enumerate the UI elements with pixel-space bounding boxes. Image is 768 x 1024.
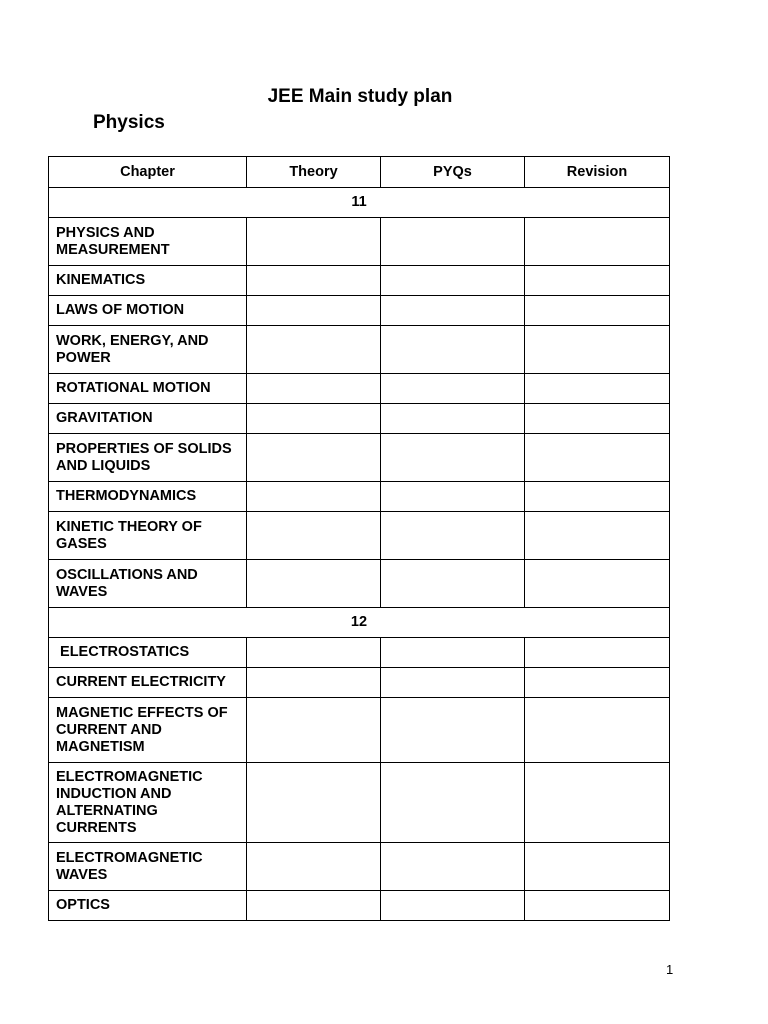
table-row — [49, 512, 670, 560]
revision-cell[interactable] — [525, 434, 670, 482]
chapter-cell: OSCILLATIONS AND WAVES — [49, 560, 247, 608]
pyqs-cell[interactable] — [381, 668, 525, 698]
pyqs-cell[interactable] — [381, 296, 525, 326]
table-row — [49, 482, 670, 512]
pyqs-cell[interactable] — [381, 326, 525, 374]
section-label: 11 — [49, 188, 670, 218]
pyqs-cell[interactable] — [381, 638, 525, 668]
pyqs-cell[interactable] — [381, 891, 525, 921]
theory-cell[interactable] — [247, 698, 381, 763]
pyqs-cell[interactable] — [381, 434, 525, 482]
revision-cell[interactable] — [525, 296, 670, 326]
pyqs-cell[interactable] — [381, 266, 525, 296]
theory-cell[interactable] — [247, 404, 381, 434]
chapter-cell: WORK, ENERGY, AND POWER — [49, 326, 247, 374]
theory-cell[interactable] — [247, 763, 381, 843]
chapter-cell: PROPERTIES OF SOLIDS AND LIQUIDS — [49, 434, 247, 482]
table-row — [49, 374, 670, 404]
table-row — [49, 218, 670, 266]
theory-cell[interactable] — [247, 296, 381, 326]
theory-cell[interactable] — [247, 218, 381, 266]
theory-cell[interactable] — [247, 891, 381, 921]
pyqs-cell[interactable] — [381, 374, 525, 404]
section-row — [49, 188, 670, 218]
chapter-cell: KINEMATICS — [49, 266, 247, 296]
theory-cell[interactable] — [247, 434, 381, 482]
revision-cell[interactable] — [525, 512, 670, 560]
section-label: 12 — [49, 608, 670, 638]
table-row — [49, 560, 670, 608]
pyqs-cell[interactable] — [381, 512, 525, 560]
revision-cell[interactable] — [525, 763, 670, 843]
theory-cell[interactable] — [247, 638, 381, 668]
table-row — [49, 763, 670, 843]
revision-cell[interactable] — [525, 266, 670, 296]
pyqs-cell[interactable] — [381, 698, 525, 763]
chapter-cell: KINETIC THEORY OF GASES — [49, 512, 247, 560]
chapter-cell: OPTICS — [49, 891, 247, 921]
pyqs-cell[interactable] — [381, 843, 525, 891]
pyqs-cell[interactable] — [381, 482, 525, 512]
revision-cell[interactable] — [525, 668, 670, 698]
subject-heading: Physics — [93, 112, 165, 133]
table-row — [49, 404, 670, 434]
revision-cell[interactable] — [525, 638, 670, 668]
chapter-cell: MAGNETIC EFFECTS OF CURRENT AND MAGNETISM — [49, 698, 247, 763]
chapter-cell: ELECTROSTATICS — [49, 638, 247, 668]
header-chapter: Chapter — [49, 157, 247, 188]
table-header-row — [49, 157, 670, 188]
study-plan-table — [48, 156, 670, 921]
chapter-cell: CURRENT ELECTRICITY — [49, 668, 247, 698]
theory-cell[interactable] — [247, 374, 381, 404]
pyqs-cell[interactable] — [381, 763, 525, 843]
revision-cell[interactable] — [525, 891, 670, 921]
header-theory: Theory — [247, 157, 381, 188]
table-row — [49, 891, 670, 921]
revision-cell[interactable] — [525, 218, 670, 266]
chapter-cell: PHYSICS AND MEASUREMENT — [49, 218, 247, 266]
page-number: 1 — [666, 962, 674, 977]
table-row — [49, 326, 670, 374]
revision-cell[interactable] — [525, 326, 670, 374]
table-row — [49, 266, 670, 296]
theory-cell[interactable] — [247, 668, 381, 698]
table-row — [49, 434, 670, 482]
theory-cell[interactable] — [247, 512, 381, 560]
pyqs-cell[interactable] — [381, 218, 525, 266]
revision-cell[interactable] — [525, 560, 670, 608]
revision-cell[interactable] — [525, 698, 670, 763]
section-row — [49, 608, 670, 638]
chapter-cell: ROTATIONAL MOTION — [49, 374, 247, 404]
theory-cell[interactable] — [247, 843, 381, 891]
revision-cell[interactable] — [525, 374, 670, 404]
revision-cell[interactable] — [525, 843, 670, 891]
document-title: JEE Main study plan — [267, 86, 453, 107]
header-pyqs: PYQs — [381, 157, 525, 188]
table-row — [49, 638, 670, 668]
chapter-cell: GRAVITATION — [49, 404, 247, 434]
pyqs-cell[interactable] — [381, 560, 525, 608]
chapter-cell: THERMODYNAMICS — [49, 482, 247, 512]
chapter-cell: ELECTROMAGNETIC INDUCTION AND ALTERNATING CURRENTS — [49, 763, 247, 843]
header-revision: Revision — [525, 157, 670, 188]
chapter-cell: LAWS OF MOTION — [49, 296, 247, 326]
table-row — [49, 698, 670, 763]
theory-cell[interactable] — [247, 482, 381, 512]
revision-cell[interactable] — [525, 482, 670, 512]
table-row — [49, 668, 670, 698]
theory-cell[interactable] — [247, 266, 381, 296]
table-row — [49, 843, 670, 891]
theory-cell[interactable] — [247, 560, 381, 608]
revision-cell[interactable] — [525, 404, 670, 434]
table-row — [49, 296, 670, 326]
theory-cell[interactable] — [247, 326, 381, 374]
chapter-cell: ELECTROMAGNETIC WAVES — [49, 843, 247, 891]
pyqs-cell[interactable] — [381, 404, 525, 434]
